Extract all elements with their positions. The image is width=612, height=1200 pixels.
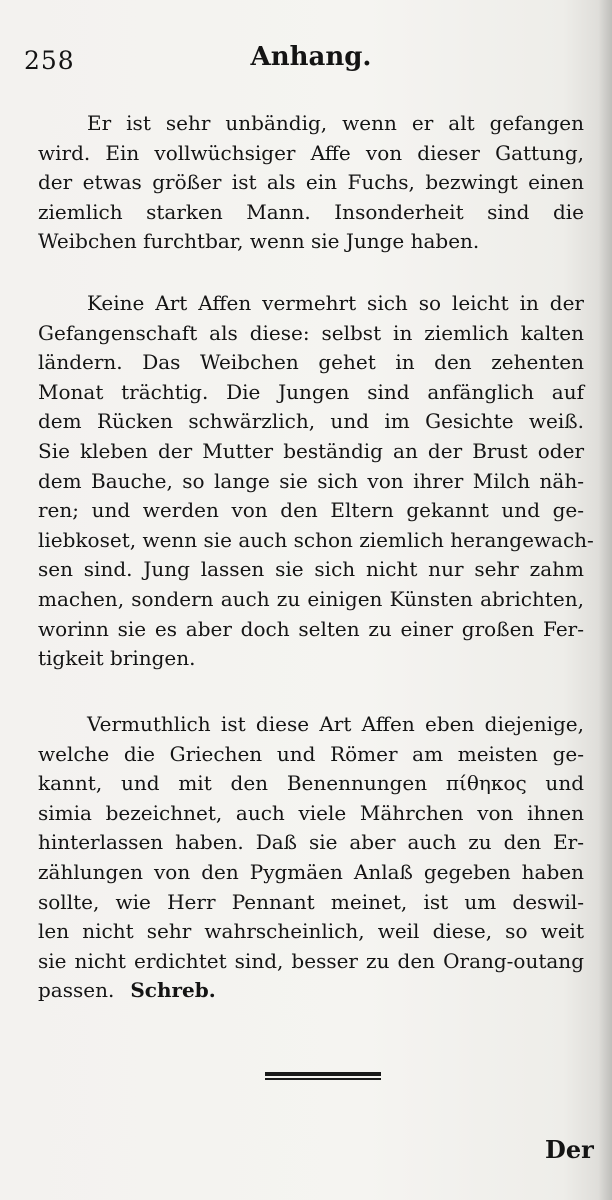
text-line: Keine Art Affen vermehrt sich so leicht in der <box>87 291 584 315</box>
text-line: liebkoset, wenn sie auch schon ziemlich herangewach- <box>38 527 594 552</box>
text-line: welche die Griechen und Römer am meisten ge- <box>38 741 584 766</box>
section-end-rule <box>265 1072 381 1082</box>
text-line: Er ist sehr unbändig, wenn er alt gefangen <box>87 111 584 135</box>
text-line-with-signature <box>38 976 584 1006</box>
text-line: dem Bauche, so lange sie sich von ihrer Milch näh- <box>38 468 584 493</box>
rule-thin-line <box>265 1078 381 1080</box>
text-line: Weibchen furchtbar, wenn sie Junge haben. <box>38 229 480 254</box>
page-edge-shadow <box>598 0 612 1200</box>
text-line: machen, sondern auch zu einigen Künsten abrichten, <box>38 586 584 611</box>
text-line: len nicht sehr wahrscheinlich, weil diese, so weit <box>38 919 584 944</box>
text-line: Gefangenschaft als diese: selbst in ziemlich kalten <box>38 320 584 345</box>
text-line: dem Rücken schwärzlich, und im Gesichte weiß. <box>38 409 584 434</box>
paragraph-3 <box>38 710 584 1006</box>
text-line: ren; und werden von den Eltern gekannt und ge- <box>38 498 584 523</box>
text-line: Vermuthlich ist diese Art Affen eben diejenige, <box>87 712 584 736</box>
paragraph-1 <box>38 109 584 257</box>
text-line: worinn sie es aber doch selten zu einer großen Fer- <box>38 616 584 641</box>
text-line: sie nicht erdichtet sind, besser zu den Orang-outang <box>38 948 584 973</box>
page-number: 258 <box>24 46 75 75</box>
text-line: der etwas größer ist als ein Fuchs, bezwingt einen <box>38 170 584 195</box>
text-line: tigkeit bringen. <box>38 646 196 671</box>
text-line: sollte, wie Herr Pennant meinet, ist um deswil- <box>38 889 584 914</box>
catchword: Der <box>545 1135 594 1164</box>
running-head: Anhang. <box>250 42 372 72</box>
text-line: Monat trächtig. Die Jungen sind anfänglich auf <box>38 379 584 404</box>
text-line: Sie kleben der Mutter beständig an der Brust oder <box>38 438 584 463</box>
text-line: passen. <box>38 978 115 1003</box>
text-line: hinterlassen haben. Daß sie aber auch zu den Er- <box>38 830 584 855</box>
text-line: kannt, und mit den Benennungen πίθηκος und <box>38 771 584 796</box>
text-line: ziemlich starken Mann. Insonderheit sind die <box>38 199 584 224</box>
rule-thick-line <box>265 1072 381 1076</box>
author-signature: Schreb. <box>130 978 216 1003</box>
paragraph-2 <box>38 289 594 674</box>
text-line: simia bezeichnet, auch viele Mährchen von ihnen <box>38 800 584 825</box>
text-line: ländern. Das Weibchen gehet in den zehenten <box>38 350 584 375</box>
text-line: zählungen von den Pygmäen Anlaß gegeben haben <box>38 859 584 884</box>
text-line: wird. Ein vollwüchsiger Affe von dieser Gattung, <box>38 140 584 165</box>
text-line: sen sind. Jung lassen sie sich nicht nur sehr zahm <box>38 557 584 582</box>
